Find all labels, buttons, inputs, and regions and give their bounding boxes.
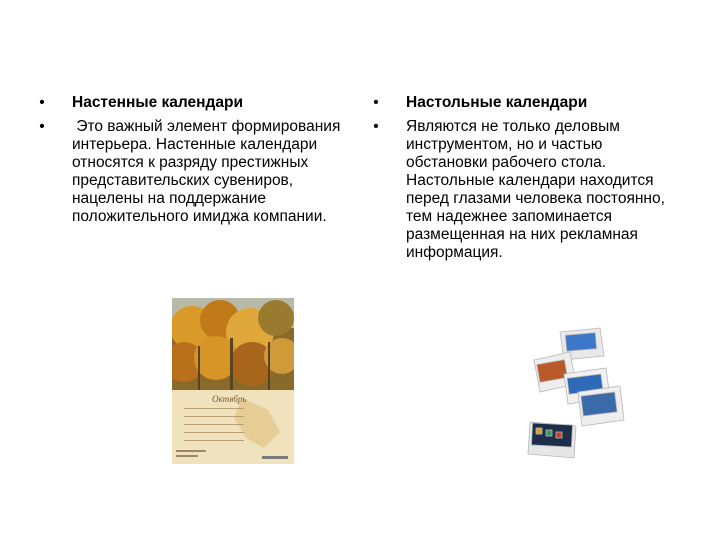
right-bullet-heading [366, 94, 686, 112]
bullet-marker: • [373, 118, 379, 135]
desk-calendars-heading: Настольные календари [406, 94, 588, 111]
bullet-marker: • [39, 94, 45, 111]
left-bullet-list [32, 94, 350, 226]
left-bullet-heading [32, 94, 350, 112]
desk-calendars-description: Являются не только деловым инструментом, но и частью обстановки рабочего стола. Настольные календари находится перед глазами человека постоянно, тем надежнее запоминается размещенная на них рекламная информация. [406, 118, 665, 261]
wall-calendar-image [172, 298, 294, 464]
right-bullet-list [366, 94, 686, 262]
bullet-marker: • [373, 94, 379, 111]
calendar-month-label: Октябрь [212, 394, 247, 404]
bullet-marker: • [39, 118, 45, 135]
desk-calendars-image [520, 322, 635, 468]
right-column [366, 94, 686, 268]
left-column [32, 94, 350, 232]
left-bullet-text [32, 118, 350, 226]
right-bullet-text [366, 118, 686, 262]
wall-calendars-heading: Настенные календари [72, 94, 243, 111]
wall-calendars-description: Это важный элемент формирования интерьера. Настенные календари относятся к разряду престижных представительских сувениров, нацелены на поддержание положительного имиджа компании. [72, 118, 345, 225]
